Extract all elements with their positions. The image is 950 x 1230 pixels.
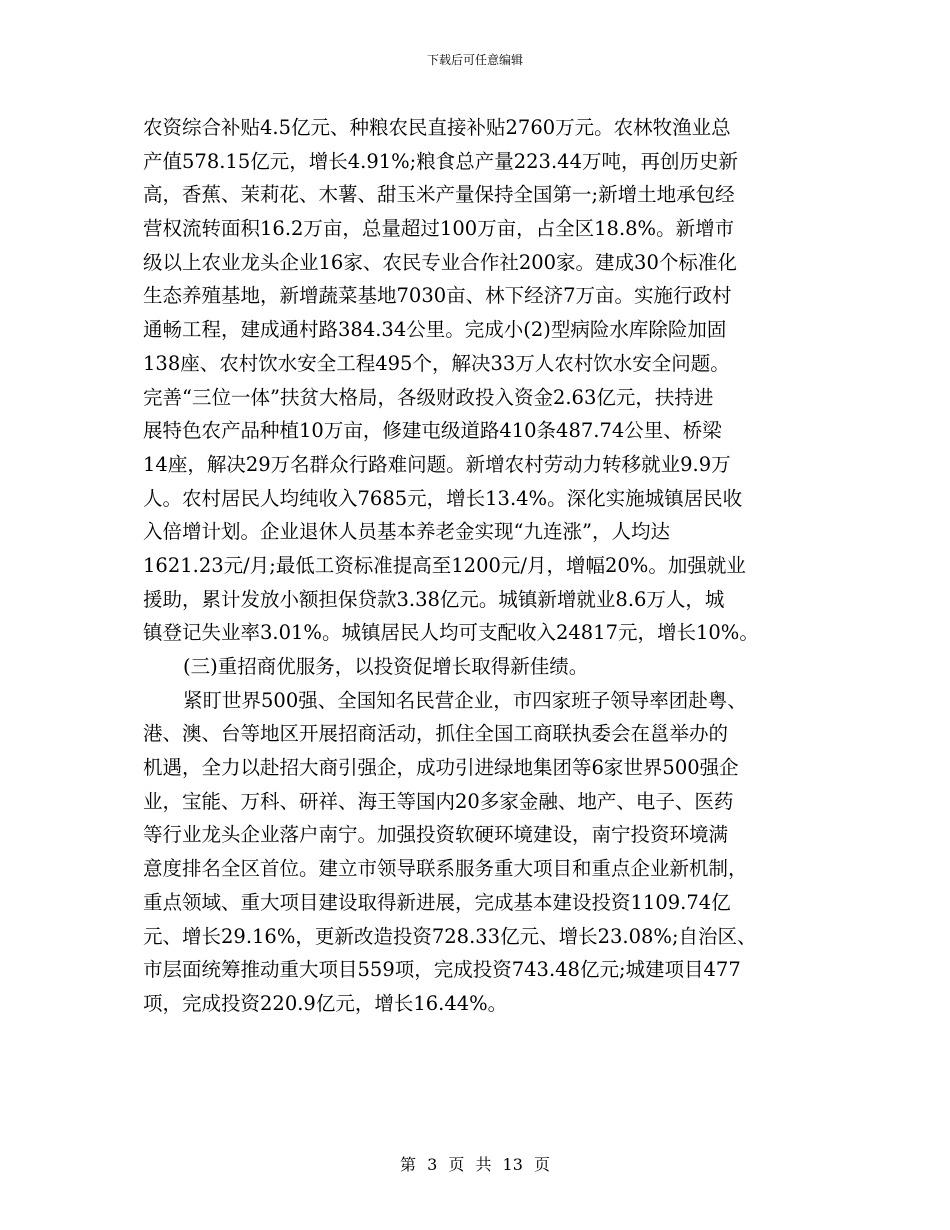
paragraph-line: 级以上农业龙头企业16家、农民专业合作社200家。建成30个标准化 (143, 250, 737, 274)
paragraph-line: 人。农村居民人均纯收入7685元，增长13.4%。深化实施城镇居民收 (143, 486, 743, 510)
paragraph-line: 市层面统筹推动重大项目559项，完成投资743.48亿元;城建项目477 (143, 958, 741, 982)
paragraph-line: 镇登记失业率3.01%。城镇居民人均可支配收入24817元，增长10%。 (143, 621, 759, 645)
page-header: 下载后可任意编辑 (426, 53, 523, 67)
paragraph-line: 入倍增计划。企业退休人员基本养老金实现“九连涨”，人均达 (143, 520, 670, 544)
paragraph-line: 业，宝能、万科、研祥、海王等国内20多家金融、地产、电子、医药 (143, 789, 734, 813)
paragraph-line: 意度排名全区首位。建立市领导联系服务重大项目和重点企业新机制， (143, 857, 748, 881)
paragraph-line: 重点领域、重大项目建设取得新进展，完成基本建设投资1109.74亿 (143, 890, 731, 914)
paragraph-line: 营权流转面积16.2万亩，总量超过100万亩，占全区18.8%。新增市 (143, 217, 735, 241)
paragraph-line: 元、增长29.16%，更新改造投资728.33亿元、增长23.08%;自治区、 (143, 924, 757, 948)
section-heading: (三)重招商优服务，以投资促增长取得新佳绩。 (183, 655, 589, 678)
body-text (143, 111, 808, 1021)
paragraph-line: 紧盯世界500强、全国知名民营企业，市四家班子领导率团赴粤、 (183, 688, 747, 712)
paragraph-line: 高，香蕉、茉莉花、木薯、甜玉米产量保持全国第一;新增土地承包经 (143, 183, 735, 207)
page-number: 第 3 页 共 13 页 (400, 1155, 550, 1174)
paragraph-line: 援助，累计发放小额担保贷款3.38亿元。城镇新增就业8.6万人，城 (143, 587, 725, 611)
paragraph-line: 港、澳、台等地区开展招商活动，抓住全国工商联执委会在邕举办的 (143, 722, 729, 746)
paragraph-line: 完善“三位一体”扶贫大格局，各级财政投入资金2.63亿元，扶持进 (143, 385, 714, 409)
paragraph-line: 产值578.15亿元，增长4.91%;粮食总产量223.44万吨，再创历史新 (143, 149, 738, 173)
paragraph-line: 通畅工程，建成通村路384.34公里。完成小(2)型病险水库除险加固 (143, 318, 727, 342)
paragraph-line: 14座，解决29万名群众行路难问题。新增农村劳动力转移就业9.9万 (143, 452, 731, 476)
paragraph-line: 项，完成投资220.9亿元，增长16.44%。 (143, 991, 508, 1015)
paragraph-line: 农资综合补贴4.5亿元、种粮农民直接补贴2760万元。农林牧渔业总 (143, 116, 731, 139)
paragraph-line: 1621.23元/月;最低工资标准提高至1200元/月，增幅20%。加强就业 (143, 553, 746, 577)
paragraph-line: 机遇，全力以赴招大商引强企，成功引进绿地集团等6家世界500强企 (143, 756, 739, 780)
paragraph-line: 138座、农村饮水安全工程495个，解决33万人农村饮水安全问题。 (143, 351, 730, 375)
paragraph-line: 展特色农产品种植10万亩，修建屯级道路410条487.74公里、桥梁 (143, 419, 722, 443)
paragraph-line: 生态养殖基地，新增蔬菜基地7030亩、林下经济7万亩。实施行政村 (143, 284, 732, 308)
paragraph-line: 等行业龙头企业落户南宁。加强投资软硬环境建设，南宁投资环境满 (143, 823, 729, 847)
